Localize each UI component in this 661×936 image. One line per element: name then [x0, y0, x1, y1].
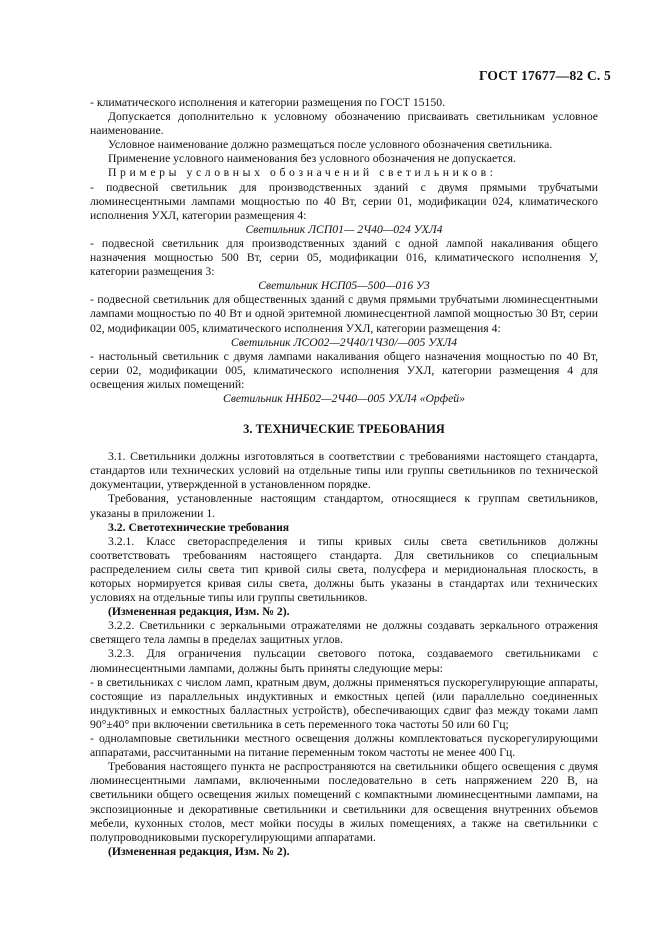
section-title: 3. ТЕХНИЧЕСКИЕ ТРЕБОВАНИЯ [243, 422, 445, 437]
example-designation: Светильник ЛСП01— 2Ч40—024 УХЛ4 [245, 222, 443, 236]
paragraph: - в светильниках с числом ламп, кратным двум, должны применяться пускорегулирующие аппараты, состоящие из параллельных индуктивных и емкостных цепей (или параллельно соединенных индуктивных и емкостных балластных устройств), обеспечивающих сдвиг фаз между токами ламп 90°±40° при включении светильника в сеть переменного тока частоты 50 или 60 Гц; [90, 675, 598, 731]
paragraph: 3.2.1. Класс светораспределения и типы кривых силы света светильников должны соответствовать требованиям настоящего стандарта. Для светильников со специальным распределением силы света тип кривой силы света, полусфера и меридиональная плоскость, в которых нормируется кривая силы света, должны быть указаны в стандартах или технических условиях на отдельные типы или группы светильников. [90, 534, 598, 605]
amendment-note: (Измененная редакция, Изм. № 2). [108, 844, 290, 858]
paragraph: - климатического исполнения и категории размещения по ГОСТ 15150. [90, 96, 445, 109]
example-designation: Светильник ННБ02—2Ч40—005 УХЛ4 «Орфей» [223, 391, 465, 405]
document-body [90, 96, 598, 859]
page-header: ГОСТ 17677—82 С. 5 [478, 68, 611, 83]
paragraph: 3.1. Светильники должны изготовляться в соответствии с требованиями настоящего стандарта, стандартов или технических условий на отдельные типы или группы светильников по технической документации, утвержденной в установленном порядке. [90, 450, 598, 492]
paragraph: - подвесной светильник для производственных зданий с двумя прямыми трубчатыми люминесцентными лампами мощностью по 40 Вт, серии 01, модификации 024, климатического исполнения УХЛ, категории размещения 4: [90, 180, 598, 222]
subsection-title: 3.2. Светотехнические требования [108, 520, 290, 534]
paragraph: - подвесной светильник для производственных зданий с одной лампой накаливания общего назначения мощностью 500 Вт, серии 05, модификации 016, климатического исполнения У, категории размещения 3: [90, 236, 598, 279]
paragraph: 3.2.3. Для ограничения пульсации светового потока, создаваемого светильниками с люминесцентными лампами, должны быть приняты следующие меры: [90, 647, 598, 675]
examples-heading: Примеры условных обозначений светильников: [108, 166, 497, 180]
example-designation: Светильник НСП05—500—016 У3 [258, 279, 430, 293]
paragraph: Требования настоящего пункта не распространяются на светильники общего освещения с двумя люминесцентными лампами, включенными последовательно в сеть напряжением 220 В, на светильники общего освещения жилых помещений с компактными люминесцентными лампами, на экспозиционные и декоративные светильники и светильники для освещения внутренних объемов мебели, кухонных столов, мест мойки посуды в жилых помещениях, а также на светильники с полупроводниковыми пускорегулирующими аппаратами. [90, 760, 598, 844]
amendment-note: (Измененная редакция, Изм. № 2). [108, 605, 290, 619]
example-designation: Светильник ЛСО02—2Ч40/1Ч30/—005 УХЛ4 [230, 335, 458, 349]
paragraph: Допускается дополнительно к условному обозначению присваивать светильникам условное наименование. [90, 110, 598, 138]
paragraph: - одноламповые светильники местного освещения должны комплектоваться пускорегулирующими аппаратами, рассчитанными на питание переменным током частоты не менее 400 Гц. [90, 732, 598, 760]
paragraph: Применение условного наименования без условного обозначения не допускается. [108, 152, 516, 166]
paragraph: - настольный светильник с двумя лампами накаливания общего назначения мощностью по 40 Вт, серии 02, модификации 005, климатического исполнения УХЛ, категории размещения 4 для освещения жилых помещений: [90, 349, 598, 391]
paragraph: 3.2.2. Светильники с зеркальными отражателями не должны создавать зеркального отражения светящего тела лампы в пределах защитных углов. [90, 619, 598, 647]
paragraph: Требования, установленные настоящим стандартом, относящиеся к группам светильников, указаны в приложении 1. [90, 492, 598, 520]
paragraph: - подвесной светильник для общественных зданий с двумя прямыми трубчатыми люминесцентными лампами мощностью по 40 Вт и одной эритемной люминесцентной лампой мощностью 30 Вт, серии 02, модификации 005, климатического исполнения УХЛ, категории размещения 4: [90, 293, 598, 335]
paragraph: Условное наименование должно размещаться после условного обозначения светильника. [108, 138, 553, 152]
